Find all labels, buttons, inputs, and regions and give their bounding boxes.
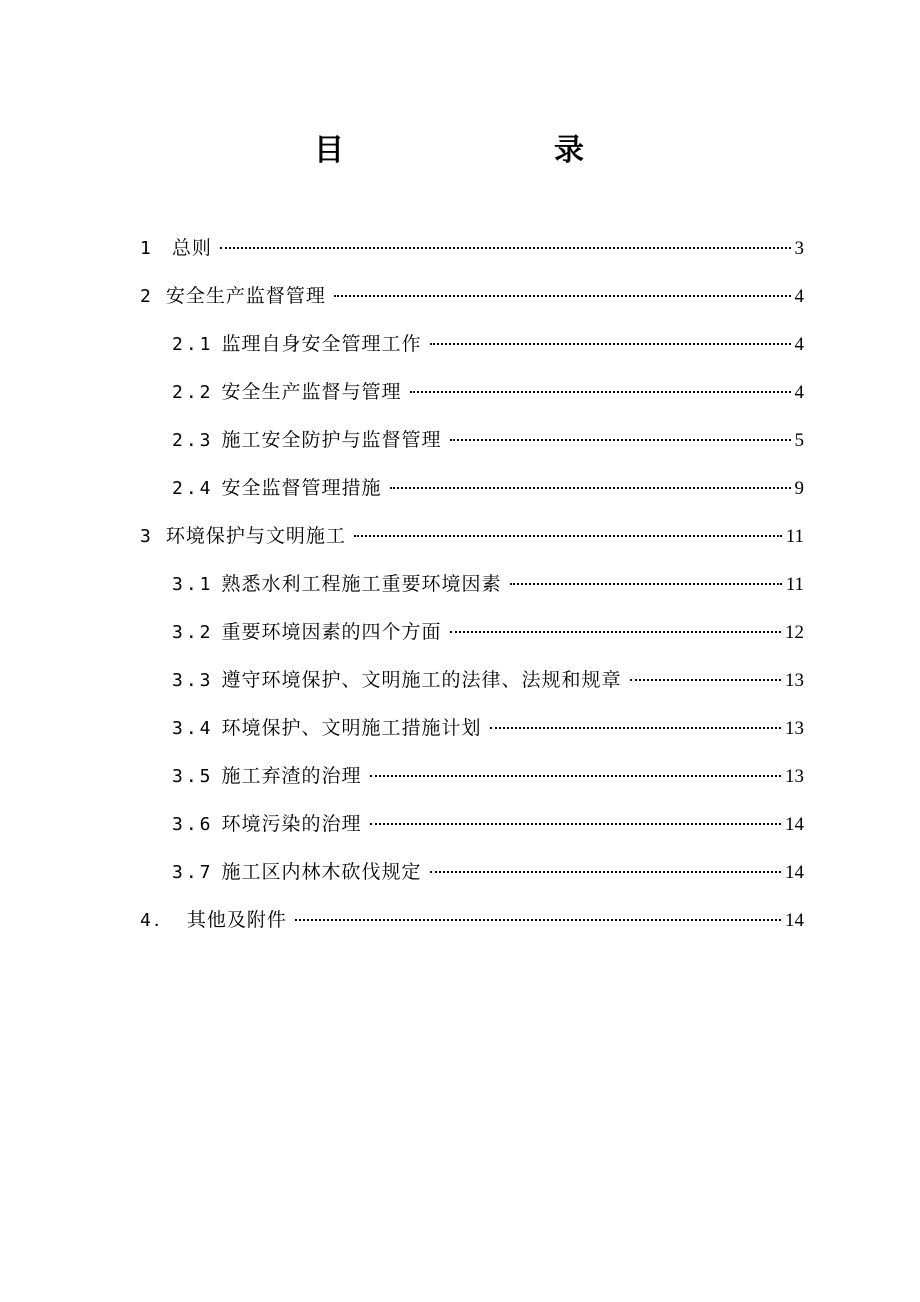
toc-entry-title: 遵守环境保护、文明施工的法律、法规和规章 — [221, 669, 622, 691]
toc-entry[interactable] — [172, 378, 804, 406]
toc-entry-number: 3.5 — [172, 766, 214, 787]
toc-entry-number: 3.6 — [172, 814, 214, 835]
toc-entry-title: 安全监督管理措施 — [221, 477, 382, 499]
toc-entry-number: 1 — [140, 238, 154, 259]
toc-entry-title: 施工安全防护与监督管理 — [221, 429, 442, 451]
toc-dot-leader — [510, 583, 782, 585]
toc-dot-leader — [370, 775, 781, 777]
toc-entry[interactable] — [172, 666, 804, 694]
toc-entry-title: 监理自身安全管理工作 — [221, 333, 422, 355]
toc-entry-page: 13 — [785, 766, 804, 787]
toc-entry[interactable] — [172, 858, 804, 886]
toc-entry-number: 3.4 — [172, 718, 214, 739]
toc-entry-number: 3.1 — [172, 574, 214, 595]
toc-entry-title: 总则 — [171, 237, 212, 259]
toc-dot-leader — [370, 823, 781, 825]
toc-entry-page: 5 — [794, 430, 804, 451]
toc-entry-title: 安全生产监督与管理 — [221, 381, 402, 403]
toc-entry[interactable] — [140, 522, 804, 550]
toc-entry-page: 14 — [785, 862, 804, 883]
toc-entry-page: 4 — [794, 334, 804, 355]
toc-entry[interactable] — [172, 810, 804, 838]
toc-entry-page: 14 — [785, 910, 804, 931]
toc-dot-leader — [410, 391, 791, 393]
toc-entry-page: 3 — [794, 238, 804, 259]
toc-entry-page: 13 — [785, 718, 804, 739]
toc-entry[interactable] — [172, 426, 804, 454]
toc-entry[interactable] — [172, 714, 804, 742]
toc-entry-title: 重要环境因素的四个方面 — [221, 621, 442, 643]
toc-entry-number: 2.4 — [172, 478, 214, 499]
toc-entry-title: 环境保护与文明施工 — [165, 525, 346, 547]
toc-entry[interactable] — [172, 570, 804, 598]
toc-entry-number: 2.3 — [172, 430, 214, 451]
toc-dot-leader — [430, 343, 791, 345]
toc-entry-number: 2 — [140, 286, 154, 307]
toc-entry[interactable] — [172, 762, 804, 790]
toc-dot-leader — [334, 295, 791, 297]
toc-entry-page: 9 — [794, 478, 804, 499]
toc-entry-page: 11 — [785, 526, 804, 547]
toc-entry-page: 11 — [785, 574, 804, 595]
toc-dot-leader — [490, 727, 781, 729]
toc-dot-leader — [450, 631, 781, 633]
toc-entry-number: 2.1 — [172, 334, 214, 355]
toc-dot-leader — [390, 487, 791, 489]
toc-entry-page: 14 — [785, 814, 804, 835]
toc-entry-number: 3 — [140, 526, 154, 547]
toc-entry-title: 环境保护、文明施工措施计划 — [221, 717, 482, 739]
toc-entry-page: 12 — [785, 622, 804, 643]
toc-entry[interactable] — [172, 474, 804, 502]
toc-entry-title: 安全生产监督管理 — [165, 285, 326, 307]
toc-entry-number: 3.7 — [172, 862, 214, 883]
toc-entry[interactable] — [140, 282, 804, 310]
toc-entry-title: 施工区内林木砍伐规定 — [221, 861, 422, 883]
toc-entry-number: 2.2 — [172, 382, 214, 403]
toc-dot-leader — [630, 679, 781, 681]
toc-dot-leader — [430, 871, 781, 873]
toc-entry-title: 其他及附件 — [186, 909, 287, 931]
toc-entry[interactable] — [140, 906, 804, 934]
toc-entry-title: 施工弃渣的治理 — [221, 765, 362, 787]
toc-dot-leader — [354, 535, 782, 537]
toc-entry-title: 环境污染的治理 — [221, 813, 362, 835]
toc-entry-number: 3.2 — [172, 622, 214, 643]
toc-dot-leader — [295, 919, 781, 921]
toc-entry-number: 3.3 — [172, 670, 214, 691]
toc-entry[interactable] — [172, 330, 804, 358]
toc-entry[interactable] — [140, 234, 804, 262]
toc-entry-title: 熟悉水利工程施工重要环境因素 — [221, 573, 502, 595]
toc-title: 目 录 — [314, 133, 634, 168]
toc-entry[interactable] — [172, 618, 804, 646]
toc-dot-leader — [450, 439, 791, 441]
toc-entry-number: 4． — [140, 910, 175, 931]
toc-entry-page: 4 — [794, 286, 804, 307]
toc-entry-page: 13 — [785, 670, 804, 691]
toc-entry-page: 4 — [794, 382, 804, 403]
toc-dot-leader — [220, 247, 791, 249]
